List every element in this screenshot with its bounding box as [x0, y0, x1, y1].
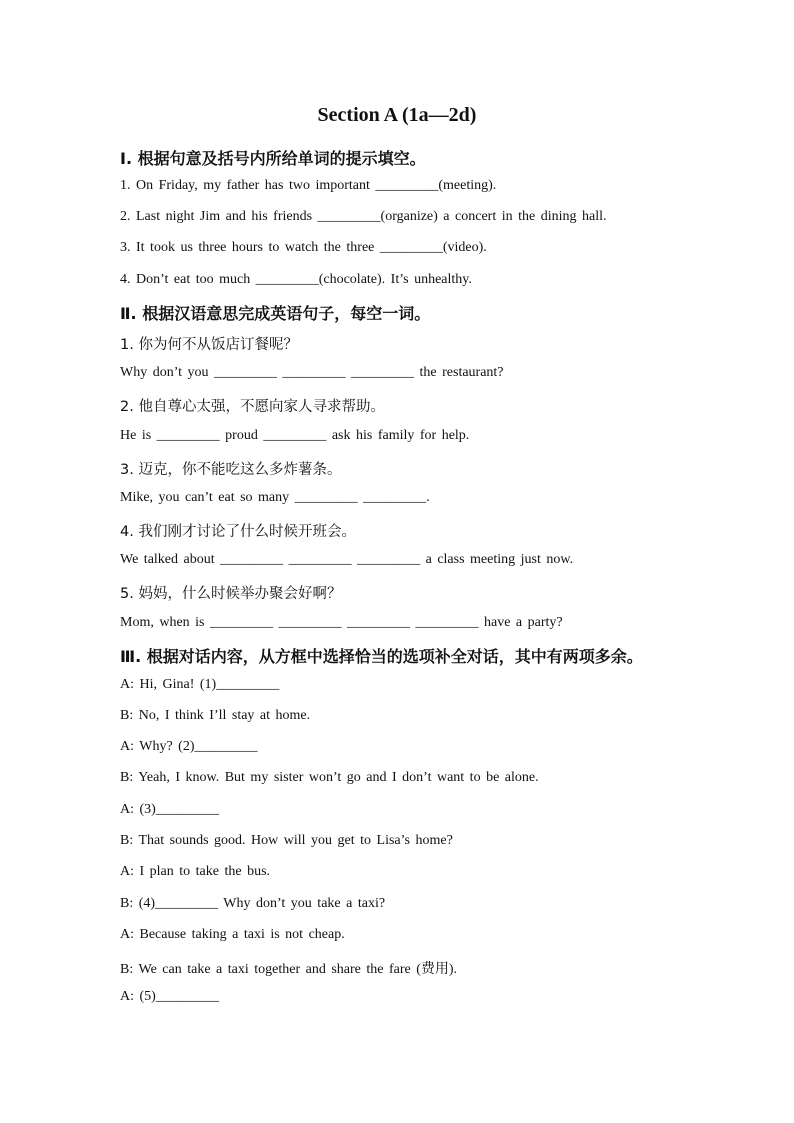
dialogue-line-1: A: Hi, Gina! (1)_________	[120, 677, 280, 692]
part2-item-4-english: We talked about _________ _________ _________ a class meeting just now.	[120, 552, 574, 567]
page-title: Section A (1a—2d)	[317, 104, 477, 126]
part2-item-5-chinese: 5. 妈妈，什么时候举办聚会好啊？	[120, 586, 342, 602]
part2-item-1-chinese: 1. 你为何不从饭店订餐呢？	[120, 337, 298, 353]
part2-item-2-english: He is _________ proud _________ ask his family for help.	[120, 428, 470, 443]
part2-item-3-english: Mike, you can’t eat so many _________ _________.	[120, 490, 430, 505]
part2-heading: Ⅱ. 根据汉语意思完成英语句子，每空一词。	[120, 304, 431, 323]
dialogue-line-7: A: I plan to take the bus.	[120, 864, 271, 879]
part2-item-4-chinese: 4. 我们刚才讨论了什么时候开班会。	[120, 524, 356, 540]
part1-item-4: 4. Don’t eat too much _________(chocolate). It’s unhealthy.	[120, 272, 472, 287]
dialogue-line-5: A: (3)_________	[120, 802, 219, 817]
dialogue-line-11: A: (5)_________	[120, 989, 219, 1004]
dialogue-line-2: B: No, I think I’ll stay at home.	[120, 708, 311, 723]
part3-heading: Ⅲ. 根据对话内容，从方框中选择恰当的选项补全对话，其中有两项多余。	[120, 647, 643, 666]
part1-heading: Ⅰ. 根据句意及括号内所给单词的提示填空。	[120, 149, 426, 168]
dialogue-line-10: B: We can take a taxi together and share the fare (费用).	[120, 962, 458, 977]
part2-item-2-chinese: 2. 他自尊心太强，不愿向家人寻求帮助。	[120, 399, 385, 415]
dialogue-line-8: B: (4)_________ Why don’t you take a taxi?	[120, 896, 386, 911]
part2-item-5-english: Mom, when is _________ _________ _________ _________ have a party?	[120, 615, 563, 630]
part2-item-1-english: Why don’t you _________ _________ _________ the restaurant?	[120, 365, 504, 380]
dialogue-line-3: A: Why? (2)_________	[120, 739, 258, 754]
part2-item-3-chinese: 3. 迈克，你不能吃这么多炸薯条。	[120, 462, 342, 478]
part1-item-1: 1. On Friday, my father has two important _________(meeting).	[120, 178, 497, 193]
dialogue-line-6: B: That sounds good. How will you get to Lisa’s home?	[120, 833, 453, 848]
dialogue-line-4: B: Yeah, I know. But my sister won’t go and I don’t want to be alone.	[120, 770, 539, 785]
part1-item-3: 3. It took us three hours to watch the three _________(video).	[120, 240, 487, 255]
part1-item-2: 2. Last night Jim and his friends _________(organize) a concert in the dining hall.	[120, 209, 607, 224]
dialogue-line-9: A: Because taking a taxi is not cheap.	[120, 927, 345, 942]
